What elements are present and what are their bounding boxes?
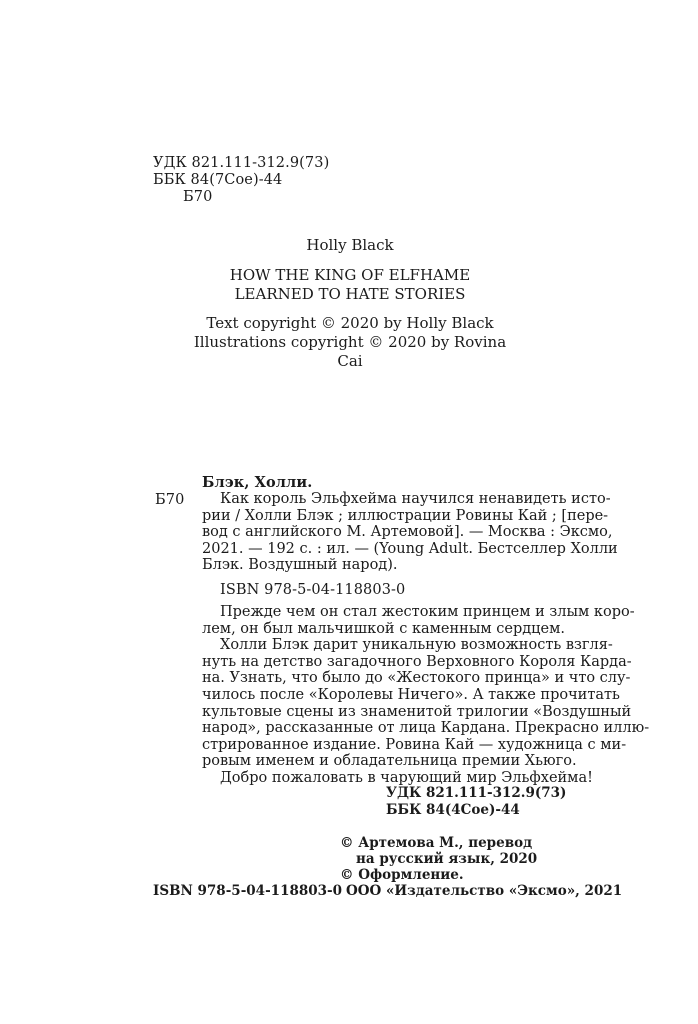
- annotation-line: культовые сцены из знаменитой трилогии «Воздушный: [202, 703, 632, 720]
- annotation-line: Прежде чем он стал жестоким принцем и злым коро-: [220, 604, 635, 620]
- catalog-line: Блэк. Воздушный народ).: [202, 557, 398, 574]
- catalog-line: вод с английского М. Артемовой]. — Москва : Эксмо,: [202, 524, 613, 541]
- original-title-line-1: HOW THE KING OF ELFHAME: [229, 266, 471, 284]
- annotation-line: Добро пожаловать в чарующий мир Эльфхейма!: [220, 769, 593, 786]
- original-author: Holly Black: [306, 236, 394, 254]
- annotation-line: лем, он был мальчишкой с каменным сердцем.: [202, 620, 565, 637]
- original-title-line-2: LEARNED TO HATE STORIES: [234, 285, 466, 303]
- illustrations-copyright: Illustrations copyright © 2020 by Rovina Cai: [193, 333, 507, 370]
- translation-copyright-line-2: на русский язык, 2020: [356, 851, 538, 867]
- catalog-author-heading: Блэк, Холли.: [202, 474, 313, 491]
- catalog-description: [202, 491, 618, 574]
- translation-copyright-line-1: © Артемова М., перевод: [340, 835, 533, 851]
- catalog-author-mark: Б70: [155, 492, 185, 508]
- catalog-line: Как король Эльфхейма научился ненавидеть исто-: [220, 491, 611, 507]
- annotation-line: чилось после «Королевы Ничего». А также прочитать: [202, 686, 620, 703]
- footer-isbn: ISBN 978-5-04-118803-0: [153, 883, 343, 899]
- annotation-line: стрированное издание. Ровина Кай — художница с ми-: [202, 736, 627, 753]
- bbk-code-bottom: ББК 84(4Сое)-44: [386, 802, 520, 818]
- annotation: [202, 604, 650, 787]
- annotation-line: нуть на детство загадочного Верховного Короля Карда-: [202, 653, 632, 670]
- author-mark-top: Б70: [183, 189, 213, 205]
- annotation-line: на. Узнать, что было до «Жестокого принца» и что слу-: [202, 670, 631, 687]
- udk-code-bottom: УДК 821.111-312.9(73): [386, 785, 567, 801]
- original-edition-block: [180, 236, 520, 371]
- catalog-isbn: ISBN 978-5-04-118803-0: [220, 582, 406, 598]
- annotation-line: народ», рассказанные от лица Кардана. Прекрасно иллю-: [202, 720, 650, 737]
- udk-code-top: УДК 821.111-312.9(73): [153, 155, 330, 171]
- annotation-line: Холли Блэк дарит уникальную возможность взгля-: [220, 637, 613, 654]
- catalog-line: рии / Холли Блэк ; иллюстрации Ровины Кай ; [пере-: [202, 507, 609, 524]
- catalog-line: 2021. — 192 с. : ил. — (Young Adult. Бестселлер Холли: [202, 540, 618, 557]
- design-copyright: © Оформление.: [340, 867, 464, 883]
- annotation-line: ровым именем и обладательница премии Хьюго.: [202, 753, 577, 770]
- bbk-code-top: ББК 84(7Сое)-44: [153, 172, 283, 188]
- text-copyright: Text copyright © 2020 by Holly Black: [206, 314, 494, 332]
- publisher-copyright: ООО «Издательство «Эксмо», 2021: [346, 883, 623, 899]
